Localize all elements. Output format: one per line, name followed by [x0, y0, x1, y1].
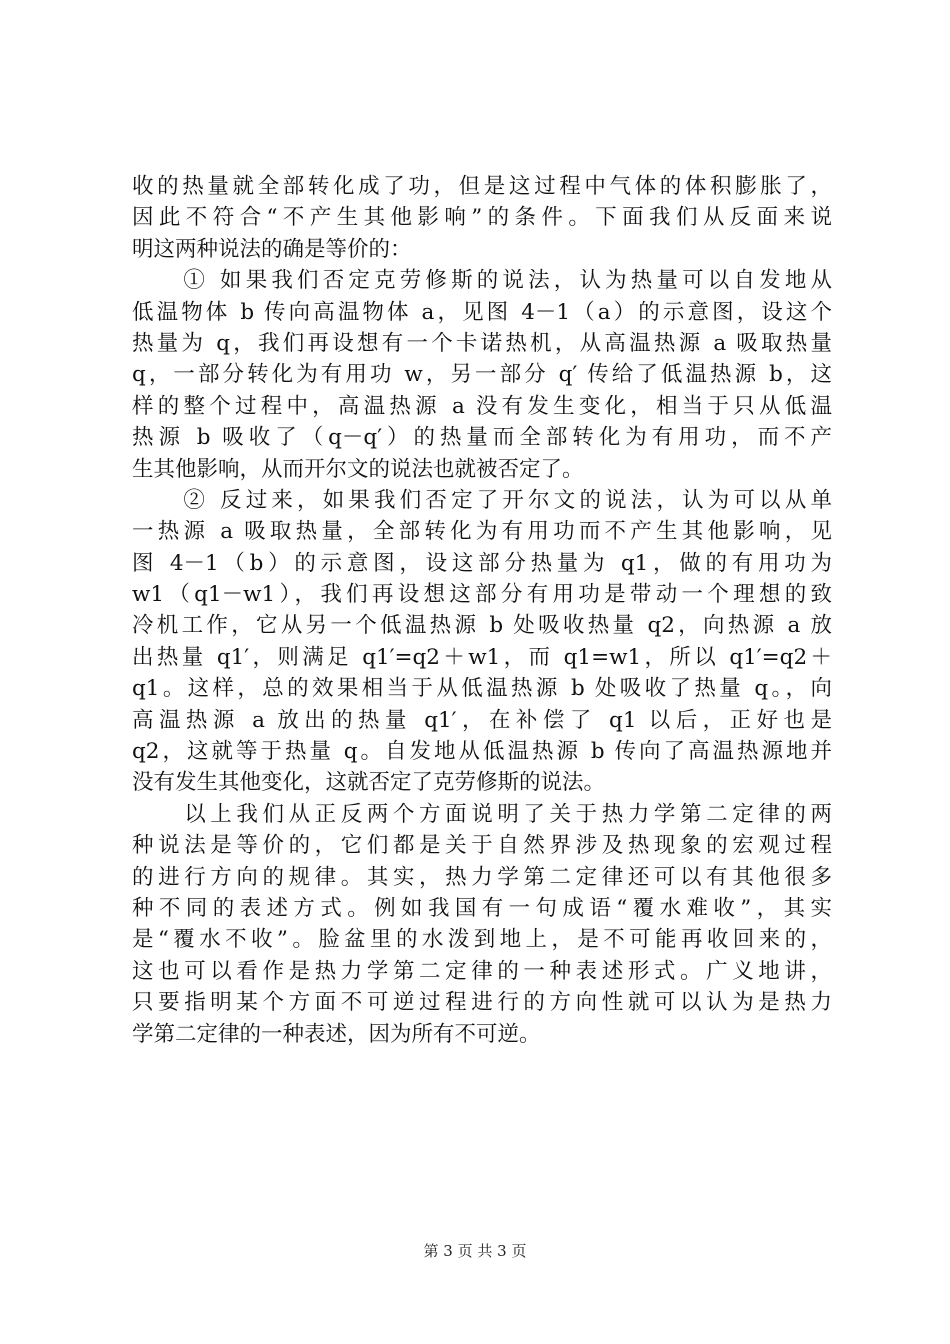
text-line: 图 4－1（b）的示意图，设这部分热量为 q1，做的有用功为 — [132, 550, 832, 576]
text-line: 只要指明某个方面不可逆过程进行的方向性就可以认为是热力 — [132, 990, 832, 1016]
text-line: q，一部分转化为有用功 w，另一部分 q′ 传给了低温热源 b，这 — [132, 362, 832, 388]
text-line: 冷机工作，它从另一个低温热源 b 处吸收热量 q2，向热源 a 放 — [132, 613, 832, 639]
text-line: 出热量 q1′，则满足 q1′=q2＋w1，而 q1=w1，所以 q1′=q2＋ — [132, 644, 832, 670]
text-line: 生其他影响，从而开尔文的说法也就被否定了。 — [132, 456, 584, 482]
text-line: 以上我们从正反两个方面说明了关于热力学第二定律的两 — [132, 801, 832, 827]
text-line: 热源 b 吸收了（q－q′）的热量而全部转化为有用功，而不产 — [132, 425, 832, 451]
page-number-footer: 第 3 页 共 3 页 — [423, 1242, 527, 1260]
text-line: 收的热量就全部转化成了功，但是这过程中气体的体积膨胀了， — [132, 174, 832, 199]
text-line: 学第二定律的一种表述，因为所有不可逆。 — [132, 1021, 541, 1047]
text-line: 一热源 a 吸取热量，全部转化为有用功而不产生其他影响，见 — [132, 519, 832, 545]
text-line: 高温热源 a 放出的热量 q1′，在补偿了 q1 以后，正好也是 — [132, 707, 832, 733]
text-line: w1（q1－w1），我们再设想这部分有用功是带动一个理想的致 — [132, 582, 832, 608]
body-text — [132, 171, 832, 1050]
text-line: 没有发生其他变化，这就否定了克劳修斯的说法。 — [132, 770, 606, 796]
text-line: 种说法是等价的，它们都是关于自然界涉及热现象的宏观过程 — [132, 833, 832, 859]
text-line: 明这两种说法的确是等价的： — [132, 236, 412, 262]
text-line: 这也可以看作是热力学第二定律的一种表述形式。广义地讲， — [132, 958, 832, 984]
text-line: 因此不符合“不产生其他影响”的条件。下面我们从反面来说 — [132, 205, 832, 231]
text-line: 是“覆水不收”。脸盆里的水泼到地上，是不可能再收回来的， — [132, 927, 832, 953]
text-line: ② 反过来，如果我们否定了开尔文的说法，认为可以从单 — [132, 487, 832, 513]
text-line: 低温物体 b 传向高温物体 a，见图 4－1（a）的示意图，设这个 — [132, 299, 832, 325]
text-line: q1。这样，总的效果相当于从低温热源 b 处吸收了热量 q。，向 — [132, 676, 832, 702]
text-line: 样的整个过程中，高温热源 a 没有发生变化，相当于只从低温 — [132, 393, 832, 419]
text-line: ① 如果我们否定克劳修斯的说法，认为热量可以自发地从 — [132, 268, 832, 294]
text-line: 的进行方向的规律。其实，热力学第二定律还可以有其他很多 — [132, 864, 832, 890]
text-line: q2，这就等于热量 q。自发地从低温热源 b 传向了高温热源地并 — [132, 739, 832, 765]
text-line: 热量为 q，我们再设想有一个卡诺热机，从高温热源 a 吸取热量 — [132, 330, 832, 356]
text-line: 种不同的表述方式。例如我国有一句成语“覆水难收”，其实 — [132, 895, 832, 921]
